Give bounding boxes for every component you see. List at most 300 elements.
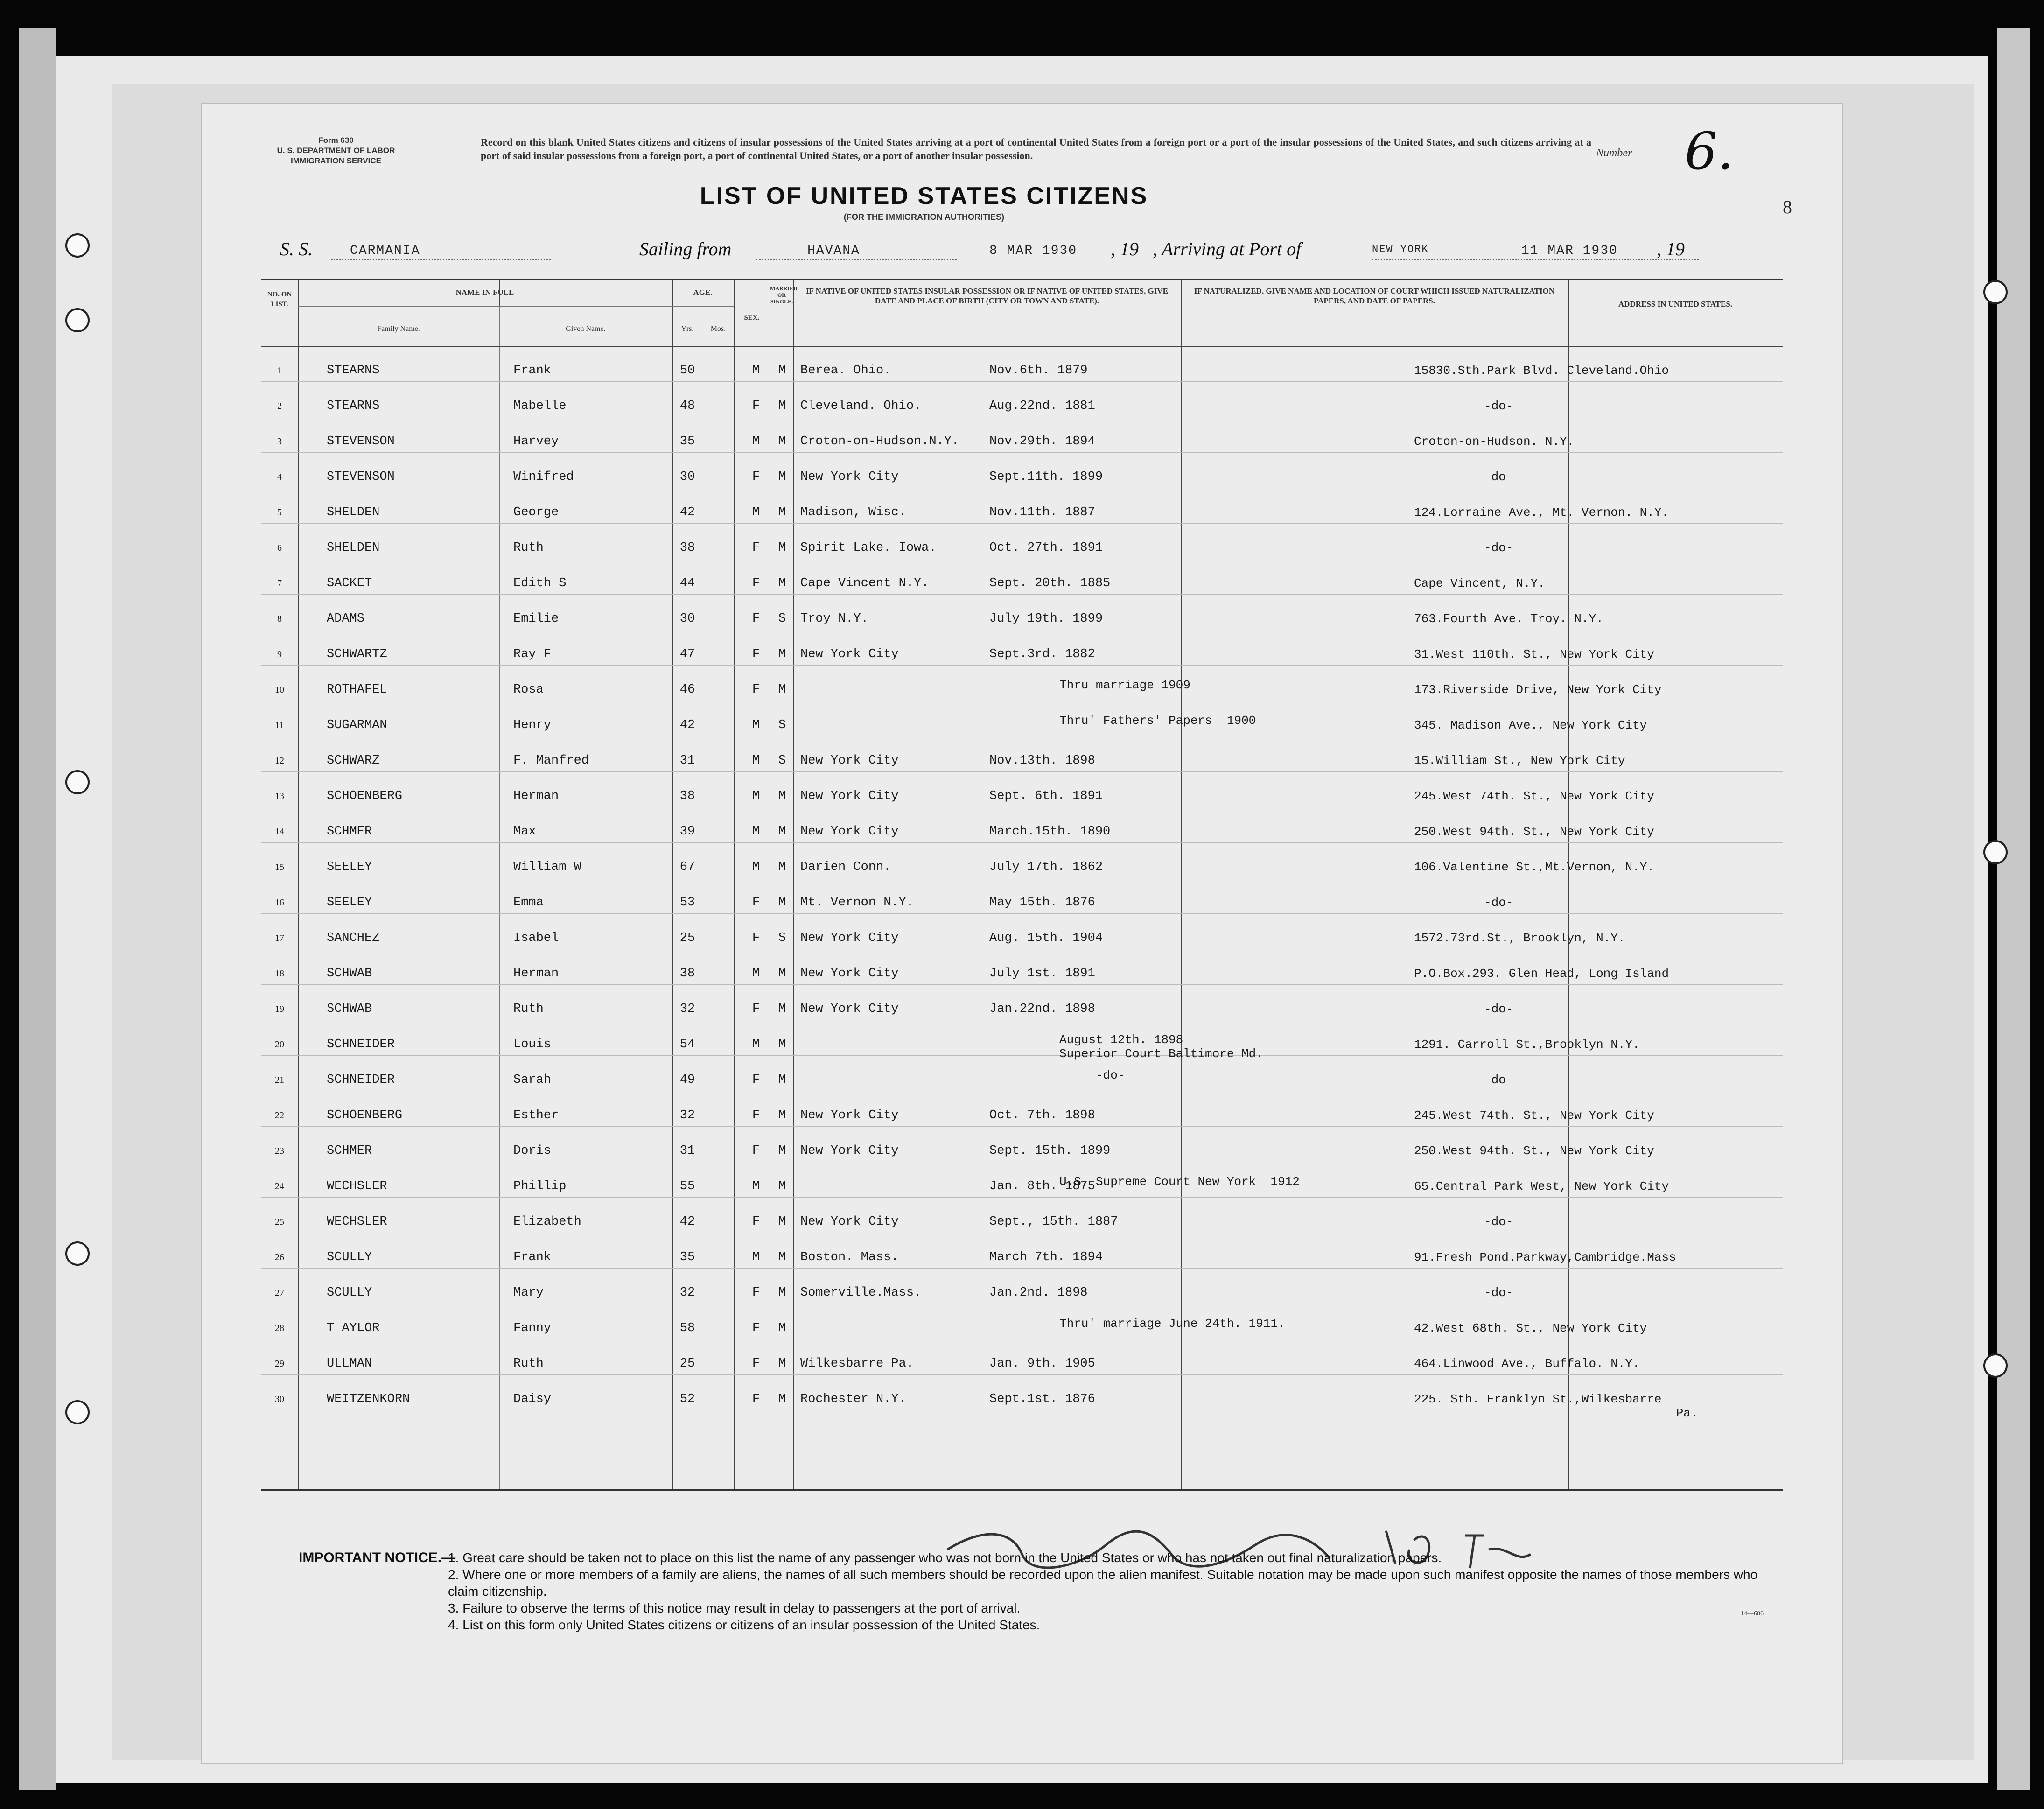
address: 15830.Sth.Park Blvd. Cleveland.Ohio [1414, 364, 1669, 378]
binder-edge-left [19, 28, 56, 1790]
service: IMMIGRATION SERVICE [291, 156, 381, 165]
year-label-2: , 19 [1657, 238, 1685, 259]
table-row [261, 701, 1783, 736]
sail-date: 8 MAR 1930 [989, 244, 1078, 258]
department: U. S. DEPARTMENT OF LABOR [277, 146, 395, 155]
birth-place: Cape Vincent N.Y. [800, 576, 929, 590]
sex: M [752, 1179, 760, 1193]
table-row [261, 1374, 1783, 1420]
sex: M [752, 505, 760, 519]
sex: F [752, 1073, 760, 1087]
col-no: NO. ON LIST. [267, 291, 292, 308]
family-name: SCHWAB [327, 1002, 372, 1016]
row-number: 14 [275, 827, 284, 837]
naturalization: -do- [1059, 1068, 1125, 1082]
row-number: 3 [277, 436, 282, 447]
address: Croton-on-Hudson. N.Y. [1414, 435, 1575, 449]
sex: F [752, 1002, 760, 1016]
year-label-1: , 19 [1111, 238, 1139, 259]
table-row [261, 452, 1783, 488]
marital-status: M [778, 576, 786, 590]
given-name: Daisy [513, 1392, 552, 1406]
marital-status: M [778, 1357, 786, 1371]
naturalization: Thru marriage 1909 [1059, 678, 1190, 692]
sex: F [752, 576, 760, 590]
family-name: ULLMAN [327, 1357, 372, 1371]
row-number: 20 [275, 1039, 284, 1050]
row-number: 26 [275, 1252, 284, 1262]
given-name: F. Manfred [513, 754, 589, 768]
sex: F [752, 1321, 760, 1335]
notice-list [448, 1550, 1764, 1634]
arrive-date: 11 MAR 1930 [1521, 244, 1618, 258]
given-name: Henry [513, 718, 552, 732]
sex: F [752, 683, 760, 697]
row-number: 5 [277, 507, 282, 518]
age-years: 46 [679, 683, 695, 697]
table-row [261, 630, 1783, 666]
family-name: SEELEY [327, 860, 372, 874]
marital-status: M [778, 1073, 786, 1087]
age-years: 38 [679, 789, 695, 803]
marital-status: M [778, 1108, 786, 1122]
table-row [261, 913, 1783, 949]
given-name: Mary [513, 1286, 544, 1300]
address: Cape Vincent, N.Y. [1414, 576, 1545, 590]
given-name: Louis [513, 1038, 552, 1052]
marital-status: M [778, 1038, 786, 1052]
birth-place: Wilkesbarre Pa. [800, 1357, 914, 1371]
given-name: Herman [513, 967, 559, 981]
family-name: WECHSLER [327, 1179, 387, 1193]
birth-place: Croton-on-Hudson.N.Y. [800, 435, 959, 449]
family-name: ROTHAFEL [327, 683, 387, 697]
address: 345. Madison Ave., New York City [1414, 718, 1647, 732]
birth-date: Jan. 9th. 1905 [989, 1357, 1095, 1371]
address: 1572.73rd.St., Brooklyn, N.Y. [1414, 931, 1625, 945]
marital-status: M [778, 1215, 786, 1229]
address: -do- [1484, 1215, 1513, 1229]
address: 245.West 74th. St., New York City [1414, 789, 1654, 803]
notice-item: 4. List on this form only United States citizens or citizens of an insular possession of the United States. [448, 1618, 1040, 1632]
marital-status: S [778, 931, 786, 945]
age-years: 31 [679, 1144, 695, 1158]
col-given-name: Given Name. [566, 325, 606, 333]
given-name: Sarah [513, 1073, 552, 1087]
birth-date: Aug.22nd. 1881 [989, 399, 1095, 413]
number-value: 6. [1685, 121, 1734, 181]
given-name: Phillip [513, 1179, 567, 1193]
form-number: Form 630 [318, 136, 354, 145]
form-code: 14—606 [1741, 1610, 1764, 1617]
marital-status: S [778, 612, 786, 626]
address: 763.Fourth Ave. Troy. N.Y. [1414, 612, 1603, 626]
age-years: 35 [679, 1250, 695, 1264]
row-number: 24 [275, 1181, 284, 1192]
punch-hole [65, 770, 90, 794]
table-row [261, 1233, 1783, 1269]
address: P.O.Box.293. Glen Head, Long Island [1414, 967, 1669, 981]
row-number: 10 [275, 685, 284, 695]
sex: F [752, 647, 760, 661]
age-years: 54 [679, 1038, 695, 1052]
given-name: Ray F [513, 647, 552, 661]
from-port: HAVANA [807, 244, 860, 258]
sex: M [752, 967, 760, 981]
birth-place: New York City [800, 470, 899, 484]
given-name: Elizabeth [513, 1215, 581, 1229]
marital-status: M [778, 860, 786, 874]
birth-date: Sept. 6th. 1891 [989, 789, 1103, 803]
table-row [261, 984, 1783, 1020]
col-family-name: Family Name. [377, 325, 420, 333]
address: -do- [1484, 896, 1513, 910]
birth-place: Troy N.Y. [800, 612, 868, 626]
birth-date: Oct. 7th. 1898 [989, 1108, 1095, 1122]
row-number: 30 [275, 1394, 284, 1404]
row-number: 16 [275, 897, 284, 908]
passenger-table [261, 279, 1783, 1491]
sex: M [752, 364, 760, 378]
address: 42.West 68th. St., New York City [1414, 1321, 1647, 1335]
birth-date: July 1st. 1891 [989, 967, 1095, 981]
naturalization: Thru' Fathers' Papers 1900 [1059, 714, 1256, 728]
row-number: 6 [277, 543, 282, 553]
age-years: 38 [679, 541, 695, 555]
family-name: SCULLY [327, 1250, 372, 1264]
marital-status: M [778, 1321, 786, 1335]
table-row [261, 807, 1783, 843]
to-port: NEW YORK [1372, 244, 1429, 255]
row-number: 19 [275, 1004, 284, 1014]
marital-status: M [778, 825, 786, 839]
marital-status: M [778, 1286, 786, 1300]
col-age: AGE. [693, 288, 713, 297]
given-name: Edith S [513, 576, 567, 590]
sex: M [752, 1250, 760, 1264]
col-address: ADDRESS IN UNITED STATES. [1618, 300, 1733, 309]
birth-place: Somerville.Mass. [800, 1286, 922, 1300]
sex: F [752, 399, 760, 413]
given-name: Isabel [513, 931, 559, 945]
family-name: SEELEY [327, 896, 372, 910]
naturalization: August 12th. 1898 Superior Court Baltimore Md. [1059, 1033, 1263, 1061]
sex: F [752, 541, 760, 555]
sex: F [752, 1286, 760, 1300]
page-subtitle: (FOR THE IMMIGRATION AUTHORITIES) [844, 212, 1004, 222]
row-number: 7 [277, 578, 282, 589]
given-name: Doris [513, 1144, 552, 1158]
birth-place: Berea. Ohio. [800, 364, 891, 378]
manifest-sheet [201, 103, 1843, 1764]
row-number: 17 [275, 933, 284, 943]
table-row [261, 771, 1783, 807]
table-row [261, 878, 1783, 914]
family-name: SCHWARZ [327, 754, 380, 768]
family-name: STEVENSON [327, 435, 395, 449]
table-row [261, 1304, 1783, 1339]
form-id [233, 135, 439, 166]
sex: F [752, 1215, 760, 1229]
family-name: SHELDEN [327, 541, 380, 555]
family-name: SACKET [327, 576, 372, 590]
birth-place: Boston. Mass. [800, 1250, 899, 1264]
punch-hole [65, 233, 90, 258]
table-row [261, 949, 1783, 985]
family-name: SCHMER [327, 825, 372, 839]
marital-status: M [778, 683, 786, 697]
punch-hole [1983, 280, 2008, 304]
row-number: 8 [277, 614, 282, 624]
given-name: Ruth [513, 1002, 544, 1016]
address: 31.West 110th. St., New York City [1414, 647, 1654, 661]
row-number: 18 [275, 968, 284, 979]
age-years: 38 [679, 967, 695, 981]
address: 65.Central Park West, New York City [1414, 1179, 1669, 1193]
naturalization: U.S. Supreme Court New York 1912 [1059, 1175, 1300, 1189]
address: 225. Sth. Franklyn St.,Wilkesbarre Pa. [1414, 1392, 1698, 1420]
from-dotted-line [756, 259, 957, 260]
naturalization: Thru' marriage June 24th. 1911. [1059, 1317, 1285, 1331]
marital-status: M [778, 896, 786, 910]
row-number: 4 [277, 472, 282, 482]
birth-place: New York City [800, 789, 899, 803]
sex: F [752, 1144, 760, 1158]
table-row [261, 346, 1783, 382]
address: 15.William St., New York City [1414, 754, 1625, 768]
row-number: 9 [277, 649, 282, 659]
marital-status: M [778, 789, 786, 803]
given-name: Emilie [513, 612, 559, 626]
sex: F [752, 612, 760, 626]
punch-hole [65, 1241, 90, 1266]
sex: M [752, 825, 760, 839]
birth-date: Sept. 15th. 1899 [989, 1144, 1111, 1158]
birth-date: May 15th. 1876 [989, 896, 1095, 910]
address: 250.West 94th. St., New York City [1414, 825, 1654, 839]
address: 1291. Carroll St.,Brooklyn N.Y. [1414, 1038, 1640, 1052]
family-name: WECHSLER [327, 1215, 387, 1229]
table-row [261, 665, 1783, 701]
birth-date: Sept., 15th. 1887 [989, 1215, 1118, 1229]
birth-date: Nov.29th. 1894 [989, 435, 1095, 449]
family-name: SCHOENBERG [327, 789, 403, 803]
family-name: SCHWAB [327, 967, 372, 981]
name-subrule [298, 306, 672, 307]
age-years: 31 [679, 754, 695, 768]
address: 245.West 74th. St., New York City [1414, 1108, 1654, 1122]
sex: F [752, 1392, 760, 1406]
col-mos: Mos. [710, 325, 726, 333]
birth-date: Jan.22nd. 1898 [989, 1002, 1095, 1016]
birth-date: Nov.11th. 1887 [989, 505, 1095, 519]
age-years: 58 [679, 1321, 695, 1335]
page-number: 8 [1783, 196, 1792, 217]
given-name: Max [513, 825, 536, 839]
family-name: SCHOENBERG [327, 1108, 403, 1122]
ss-label: S. S. [280, 238, 313, 259]
page-title: LIST OF UNITED STATES CITIZENS [700, 182, 1148, 210]
family-name: WEITZENKORN [327, 1392, 410, 1406]
birth-date: Jan. 8th. 1875 [989, 1179, 1095, 1193]
age-years: 42 [679, 1215, 695, 1229]
age-subrule [672, 306, 734, 307]
given-name: George [513, 505, 559, 519]
notice-item: 1. Great care should be taken not to place on this list the name of any passenger who was not born in the United States or who has not taken out final naturalization papers. [448, 1550, 1442, 1565]
marital-status: M [778, 1250, 786, 1264]
birth-date: Sept.1st. 1876 [989, 1392, 1095, 1406]
address: -do- [1484, 1073, 1513, 1087]
birth-date: Jan.2nd. 1898 [989, 1286, 1088, 1300]
birth-place: Madison, Wisc. [800, 505, 906, 519]
form-instructions: Record on this blank United States citizens and citizens of insular possessions of the United States arriving at a port of continental United States from a foreign port or a port of the insular possessions of the United States, and such citizens arriving at a port of said insular possessions from a foreign port, a port of continental United States, or a port of another insular possession. [481, 136, 1591, 161]
address: 464.Linwood Ave., Buffalo. N.Y. [1414, 1357, 1640, 1371]
sex: M [752, 789, 760, 803]
birth-place: New York City [800, 967, 899, 981]
port-dotted-line [1372, 259, 1699, 260]
given-name: Mabelle [513, 399, 567, 413]
marital-status: M [778, 399, 786, 413]
age-years: 50 [679, 364, 695, 378]
table-row [261, 1126, 1783, 1162]
row-number: 11 [275, 720, 284, 730]
age-years: 32 [679, 1002, 695, 1016]
age-years: 32 [679, 1108, 695, 1122]
marital-status: M [778, 1002, 786, 1016]
sex: F [752, 470, 760, 484]
age-years: 67 [679, 860, 695, 874]
col-sex: SEX. [744, 314, 760, 322]
family-name: SCHWARTZ [327, 647, 387, 661]
age-years: 25 [679, 931, 695, 945]
address: 173.Riverside Drive, New York City [1414, 683, 1662, 697]
age-years: 49 [679, 1073, 695, 1087]
age-years: 53 [679, 896, 695, 910]
table-row [261, 1055, 1783, 1091]
table-row [261, 488, 1783, 524]
family-name: SHELDEN [327, 505, 380, 519]
birth-place: Mt. Vernon N.Y. [800, 896, 914, 910]
birth-date: July 19th. 1899 [989, 612, 1103, 626]
family-name: SUGARMAN [327, 718, 387, 732]
age-years: 32 [679, 1286, 695, 1300]
col-naturalized: IF NATURALIZED, GIVE NAME AND LOCATION OF COURT WHICH ISSUED NATURALIZATION PAPERS, AND DATE OF PAPERS. [1194, 287, 1555, 305]
given-name: William W [513, 860, 581, 874]
given-name: Herman [513, 789, 559, 803]
family-name: T AYLOR [327, 1321, 380, 1335]
age-years: 47 [679, 647, 695, 661]
family-name: SANCHEZ [327, 931, 380, 945]
birth-place: New York City [800, 1002, 899, 1016]
sex: F [752, 931, 760, 945]
age-years: 30 [679, 470, 695, 484]
address: 106.Valentine St.,Mt.Vernon, N.Y. [1414, 860, 1654, 874]
address: -do- [1484, 1002, 1513, 1016]
sailing-label: Sailing from [639, 238, 732, 259]
table-row [261, 1091, 1783, 1127]
row-number: 13 [275, 791, 284, 801]
family-name: STEARNS [327, 364, 380, 378]
family-name: STEVENSON [327, 470, 395, 484]
col-yrs: Yrs. [681, 325, 694, 333]
marital-status: M [778, 505, 786, 519]
sex: M [752, 860, 760, 874]
col-birth: IF NATIVE OF UNITED STATES INSULAR POSSESSION OR IF NATIVE OF UNITED STATES, GIVE DATE AND PLACE OF BIRTH (CITY OR TOWN AND STATE). [806, 287, 1168, 305]
table-row [261, 381, 1783, 417]
row-number: 27 [275, 1288, 284, 1298]
age-years: 30 [679, 612, 695, 626]
sex: F [752, 1108, 760, 1122]
table-row [261, 1162, 1783, 1198]
table-row [261, 417, 1783, 453]
ship-name: CARMANIA [350, 244, 420, 258]
birth-place: Darien Conn. [800, 860, 891, 874]
punch-hole [65, 308, 90, 332]
table-row [261, 1197, 1783, 1233]
notice-item: 3. Failure to observe the terms of this notice may result in delay to passengers at the port of arrival. [448, 1601, 1021, 1615]
birth-date: Nov.6th. 1879 [989, 364, 1088, 378]
sex: M [752, 754, 760, 768]
birth-date: March.15th. 1890 [989, 825, 1111, 839]
birth-date: Aug. 15th. 1904 [989, 931, 1103, 945]
marital-status: M [778, 364, 786, 378]
birth-place: Rochester N.Y. [800, 1392, 906, 1406]
age-years: 48 [679, 399, 695, 413]
marital-status: M [778, 647, 786, 661]
address: -do- [1484, 399, 1513, 413]
notice-item: 2. Where one or more members of a family are aliens, the names of all such members should be recorded upon the alien manifest. Suitable notation may be made upon such manifest opposite the names of those members who claim citizenship. [448, 1567, 1758, 1599]
row-number: 25 [275, 1217, 284, 1227]
birth-place: New York City [800, 931, 899, 945]
given-name: Ruth [513, 1357, 544, 1371]
marital-status: S [778, 754, 786, 768]
row-number: 21 [275, 1075, 284, 1085]
marital-status: M [778, 1144, 786, 1158]
family-name: SCULLY [327, 1286, 372, 1300]
row-number: 23 [275, 1146, 284, 1156]
table-row [261, 559, 1783, 595]
address: -do- [1484, 470, 1513, 484]
sex: F [752, 1357, 760, 1371]
punch-hole [1983, 1353, 2008, 1378]
marital-status: M [778, 470, 786, 484]
marital-status: M [778, 967, 786, 981]
given-name: Emma [513, 896, 544, 910]
age-years: 42 [679, 718, 695, 732]
table-row [261, 1020, 1783, 1061]
marital-status: M [778, 1392, 786, 1406]
age-years: 42 [679, 505, 695, 519]
birth-place: Cleveland. Ohio. [800, 399, 922, 413]
age-years: 35 [679, 435, 695, 449]
notice-title: IMPORTANT NOTICE.— [299, 1550, 456, 1565]
family-name: SCHNEIDER [327, 1073, 395, 1087]
table-row [261, 736, 1783, 772]
family-name: STEARNS [327, 399, 380, 413]
given-name: Harvey [513, 435, 559, 449]
family-name: SCHNEIDER [327, 1038, 395, 1052]
table-row [261, 842, 1783, 878]
birth-date: Nov.13th. 1898 [989, 754, 1095, 768]
table-row [261, 594, 1783, 630]
sex: F [752, 896, 760, 910]
birth-place: New York City [800, 1215, 899, 1229]
marital-status: S [778, 718, 786, 732]
given-name: Frank [513, 1250, 552, 1264]
row-number: 2 [277, 401, 282, 411]
birth-place: New York City [800, 647, 899, 661]
marital-status: M [778, 1179, 786, 1193]
